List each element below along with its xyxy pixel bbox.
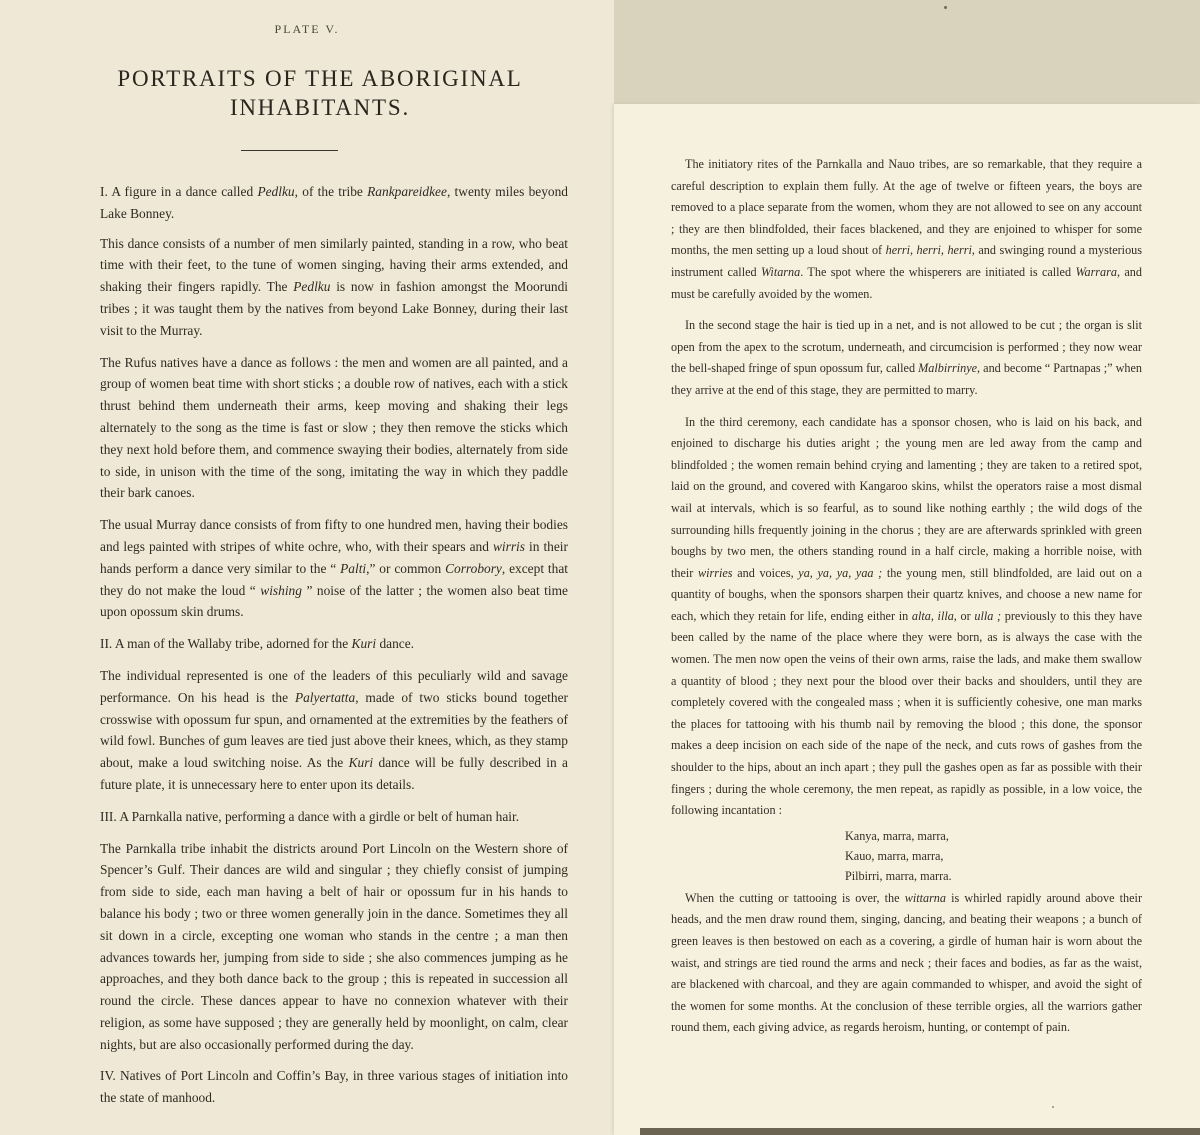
paragraph: The initiatory rites of the Parnkalla and Nauo tribes, are so remarkable, that they require a careful description to explain them fully. At the age of twelve or fifteen years, the boys are removed to a place separate from the women, whom they are not allowed to see on any account ; they are then blindfolded, their faces blackened, and they are enjoined to whisper for some months, the men setting up a loud shout of herri, herri, herri, and swinging round a mysterious instrument called Witarna. The spot where the whisperers are initiated is called Warrara, and must be carefully avoided by the women. xyxy=(671,157,1142,301)
paragraph: The Parnkalla tribe inhabit the districts around Port Lincoln on the Western shore of Spencer’s Gulf. Their dances are wild and singular ; they chiefly consist of jumping from side to side, each man having a belt of hair or opossum fur in his hands to balance his body ; two or three women generally join in the dance. Sometimes they all sit down in a circle, excepting one woman who stands in the centre ; a man then advances towards her, jumping from side to side ; she also commences jumping as he approaches, and they both dance back to the group ; this is repeated in succession all round the circle. These dances appear to have no connexion whatever with their religion, as some have supposed ; they are generally held by moonlight, on calm, clear nights, but are also occasionally performed during the day. xyxy=(100,840,568,1052)
paragraph: III. A Parnkalla native, performing a dance with a girdle or belt of human hair. xyxy=(100,808,520,824)
plate-label: PLATE V. xyxy=(274,22,340,36)
page-edge-strip xyxy=(640,1128,1200,1135)
paragraph: I. A figure in a dance called Pedlku, of the tribe Rankpareidkee, twenty miles beyond Lake Bonney. xyxy=(100,184,568,221)
paper-speck xyxy=(944,6,947,9)
verse-line: Kauo, marra, marra, xyxy=(845,848,944,863)
incantation-verses xyxy=(845,826,1142,886)
verse-line: Kanya, marra, marra, xyxy=(845,828,949,843)
paragraph: This dance consists of a number of men similarly painted, standing in a row, who beat time with their feet, to the tune of women singing, having their arms extended, and shaking their fingers rapidly. The Pedlku is now in fashion amongst the Moorundi tribes ; it was taught them by the natives from beyond Lake Bonney, during their last visit to the Murray. xyxy=(100,235,568,338)
paragraph: The Rufus natives have a dance as follows : the men and women are all painted, and a group of women beat time with short sticks ; a double row of natives, each with a stick thrust behind them underneath their arms, keep moving and shaking their legs alternately to the song as the time is fast or slow ; they then remove the sticks which they next hold before them, and commence swaying their bodies, alternately from side to side, in unison with the time of the song, imitating the way in which they paddle their bark canoes. xyxy=(100,354,568,501)
paragraph: IV. Natives of Port Lincoln and Coffin’s Bay, in three various stages of initiation into the state of manhood. xyxy=(100,1068,568,1106)
verse-line: Pilbirri, marra, marra. xyxy=(845,868,952,883)
paragraph: The usual Murray dance consists of from fifty to one hundred men, having their bodies and legs painted with stripes of white ochre, who, with their spears and wirris in their hands perform a dance very similar to the “ Palti,” or common Corrobory, except that they do not make the loud “ wishing ” noise of the latter ; the women also beat time upon opossum skin drums. xyxy=(100,517,568,620)
page-title: PORTRAITS OF THE ABORIGINAL INHABITANTS. xyxy=(117,66,523,120)
left-column-text xyxy=(100,181,568,1119)
title-divider xyxy=(241,150,338,151)
paper-speck xyxy=(1052,1106,1054,1108)
paragraph: In the second stage the hair is tied up in a net, and is not allowed to be cut ; the organ is slit open from the apex to the scrotum, underneath, and circumcision is performed ; they now wear the bell-shaped fringe of spun opossum fur, called Malbirrinye, and become “ Partnapas ;” when they arrive at the end of this stage, they are permitted to marry. xyxy=(671,318,1143,397)
paragraph: When the cutting or tattooing is over, the wittarna is whirled rapidly around above their heads, and the men draw round them, singing, dancing, and beating their weapons ; a bunch of green leaves is then bestowed on each as a covering, a girdle of human hair is worn about the waist, and strings are tied round the arms and neck ; their faces and bodies, as far as the waist, are blackened with charcoal, and they are again commanded to whisper, and avoid the sight of the women for some months. At the conclusion of these terrible orgies, all the warriors gather round them, each giving advice, as regards heroism, hunting, or contempt of pain. xyxy=(671,890,1142,1035)
paragraph: II. A man of the Wallaby tribe, adorned for the Kuri dance. xyxy=(100,636,415,652)
paragraph: In the third ceremony, each candidate has a sponsor chosen, who is laid on his back, and enjoined to discharge his duties aright ; the young men are led away from the camp and blindfolded ; the women remain behind crying and lamenting ; they are taken to a retired spot, laid on the ground, and covered with Kangaroo skins, whilst the operators raise a most dismal wail at intervals, which is so fearful, as to sound like nothing earthly ; the wild dogs of the surrounding hills frequently joining in the chorus ; they are are afterwards sprinkled with green boughs by two men, the others standing round in a half circle, making a horrible noise, with their wirries and voices, ya, ya, ya, yaa ; the young men, still blindfolded, are laid out on a quantity of boughs, when the sponsors sharpen their quartz knives, and choose a new name for each, which they retain for life, ending either in alta, illa, or ulla ; previously to this they have been called by the name of the place where they were born, as is always the case with the women. The men now open the veins of their own arms, raise the lads, and make them swallow a quantity of blood ; they next pour the blood over their backs and shoulders, until they are completely covered with the congealed mass ; when it is sufficiently cohesive, one man marks the places for tattooing with his thumb nail by removing the blood ; this done, the sponsor makes a deep incision on each side of the nape of the neck, and cuts rows of gashes from the shoulder to the hips, about an inch apart ; they pull the gashes open as far as possible with their fingers ; during the whole ceremony, the men repeat, as rapidly as possible, in a low voice, the following incantation : xyxy=(671,414,1143,818)
right-column-text xyxy=(671,154,1142,1049)
paragraph: The individual represented is one of the leaders of this peculiarly wild and savage performance. On his head is the Palyertatta, made of two sticks bound together crosswise with opossum fur spun, and ornamented at the extremities by the feathers of wild fowl. Bunches of gum leaves are tied just above their knees, which, as they stamp about, make a loud switching noise. As the Kuri dance will be fully described in a future plate, it is unnecessary here to enter upon its details. xyxy=(100,667,568,792)
